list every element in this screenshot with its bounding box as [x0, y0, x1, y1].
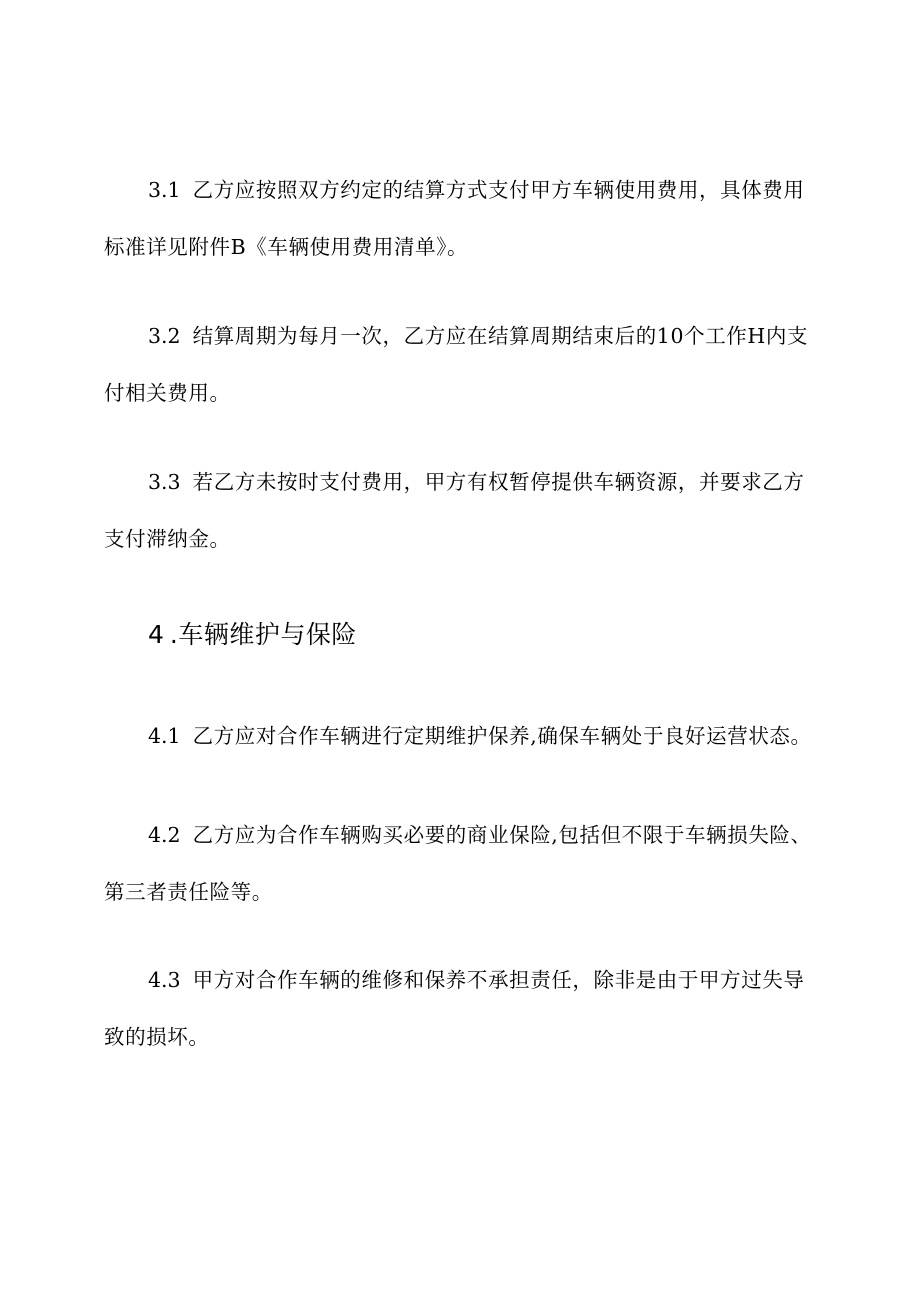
clause-4-3	[104, 952, 820, 1066]
clause-number: 4.2	[148, 823, 181, 847]
clause-3-2	[104, 308, 820, 422]
section-number: 4	[148, 620, 164, 649]
clause-number: 3.1	[148, 178, 181, 202]
clause-number: 4.3	[148, 968, 181, 992]
clause-4-1	[104, 708, 820, 765]
clause-text: 甲方对合作车辆的维修和保养不承担责任，除非是由于甲方过失导致的损坏。	[104, 968, 805, 1049]
clause-text: 乙方应对合作车辆进行定期维护保养,确保车辆处于良好运营状态。	[192, 724, 812, 748]
clause-text: 结算周期为每月一次，乙方应在结算周期结束后的10个工作H内支付相关费用。	[104, 324, 809, 405]
clause-3-1	[104, 162, 820, 276]
clause-text: 乙方应为合作车辆购买必要的商业保险,包括但不限于车辆损失险、第三者责任险等。	[104, 823, 812, 904]
clause-text: 乙方应按照双方约定的结算方式支付甲方车辆使用费用，具体费用标准详见附件B《车辆使用费用清单》。	[104, 178, 805, 259]
clause-3-3	[104, 454, 820, 568]
section-title: .车辆维护与保险	[169, 620, 357, 649]
clause-number: 4.1	[148, 724, 181, 748]
clause-number: 3.2	[148, 324, 181, 348]
clause-text: 若乙方未按时支付费用，甲方有权暂停提供车辆资源，并要求乙方支付滞纳金。	[104, 470, 805, 551]
clause-4-2	[104, 807, 820, 921]
clause-number: 3.3	[148, 470, 181, 494]
section-4-heading	[148, 612, 357, 658]
